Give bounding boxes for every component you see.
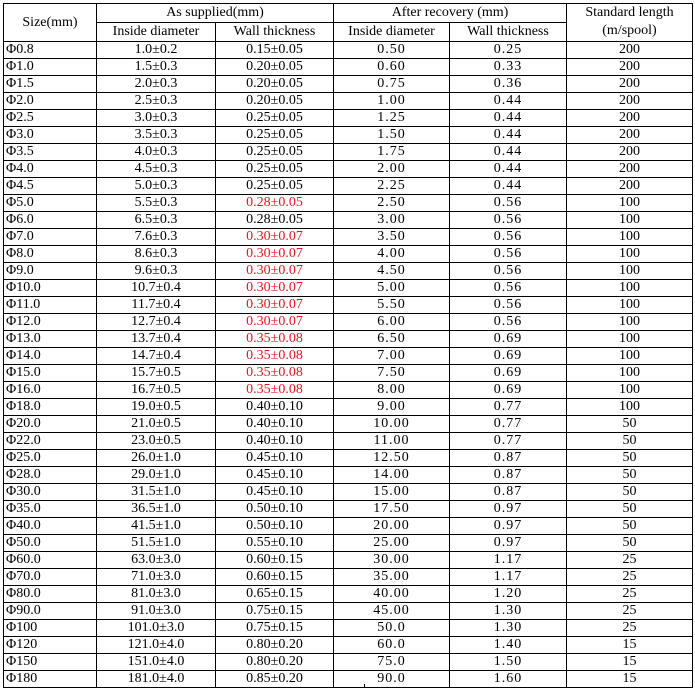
recovered-inside-diameter-cell: 75.0	[334, 654, 450, 671]
standard-length-cell: 15	[567, 671, 693, 688]
standard-length-cell: 50	[567, 433, 693, 450]
supplied-inside-diameter-cell: 21.0±0.5	[97, 416, 216, 433]
recovered-inside-diameter-cell: 11.00	[334, 433, 450, 450]
recovered-inside-diameter-cell: 1.75	[334, 144, 450, 161]
recovered-wall-thickness-cell: 0.97	[450, 518, 567, 535]
supplied-wall-thickness-cell: 0.75±0.15	[216, 603, 334, 620]
recovered-wall-thickness-cell: 0.87	[450, 450, 567, 467]
header-recovered-inside-diameter: Inside diameter	[334, 23, 450, 42]
table-row	[4, 416, 693, 433]
supplied-wall-thickness-cell: 0.28±0.05	[216, 195, 334, 212]
recovered-inside-diameter-cell: 1.00	[334, 93, 450, 110]
standard-length-cell: 100	[567, 348, 693, 365]
supplied-inside-diameter-cell: 181.0±4.0	[97, 671, 216, 688]
supplied-inside-diameter-cell: 36.5±1.0	[97, 501, 216, 518]
size-cell: Φ2.0	[4, 93, 97, 110]
recovered-wall-thickness-cell: 0.36	[450, 76, 567, 93]
supplied-inside-diameter-cell: 5.5±0.3	[97, 195, 216, 212]
recovered-wall-thickness-cell: 1.50	[450, 654, 567, 671]
table-row	[4, 620, 693, 637]
size-cell: Φ90.0	[4, 603, 97, 620]
recovered-inside-diameter-cell: 4.00	[334, 246, 450, 263]
size-cell: Φ10.0	[4, 280, 97, 297]
page-continuation-mark	[333, 684, 365, 688]
size-cell: Φ0.8	[4, 42, 97, 59]
size-cell: Φ2.5	[4, 110, 97, 127]
table-row	[4, 127, 693, 144]
size-cell: Φ13.0	[4, 331, 97, 348]
recovered-wall-thickness-cell: 0.44	[450, 127, 567, 144]
supplied-wall-thickness-cell: 0.35±0.08	[216, 365, 334, 382]
table-row	[4, 110, 693, 127]
recovered-wall-thickness-cell: 0.44	[450, 161, 567, 178]
size-cell: Φ3.5	[4, 144, 97, 161]
recovered-wall-thickness-cell: 0.87	[450, 467, 567, 484]
recovered-wall-thickness-cell: 0.33	[450, 59, 567, 76]
supplied-wall-thickness-cell: 0.25±0.05	[216, 110, 334, 127]
recovered-wall-thickness-cell: 1.60	[450, 671, 567, 688]
size-cell: Φ35.0	[4, 501, 97, 518]
table-row	[4, 501, 693, 518]
recovered-wall-thickness-cell: 0.44	[450, 93, 567, 110]
supplied-wall-thickness-cell: 0.60±0.15	[216, 552, 334, 569]
supplied-inside-diameter-cell: 13.7±0.4	[97, 331, 216, 348]
supplied-wall-thickness-cell: 0.40±0.10	[216, 433, 334, 450]
recovered-inside-diameter-cell: 45.00	[334, 603, 450, 620]
size-cell: Φ20.0	[4, 416, 97, 433]
supplied-wall-thickness-cell: 0.35±0.08	[216, 331, 334, 348]
table-row	[4, 654, 693, 671]
recovered-wall-thickness-cell: 0.97	[450, 501, 567, 518]
supplied-wall-thickness-cell: 0.30±0.07	[216, 229, 334, 246]
supplied-inside-diameter-cell: 29.0±1.0	[97, 467, 216, 484]
recovered-wall-thickness-cell: 0.44	[450, 144, 567, 161]
recovered-inside-diameter-cell: 14.00	[334, 467, 450, 484]
standard-length-cell: 100	[567, 331, 693, 348]
recovered-inside-diameter-cell: 90.0	[334, 671, 450, 688]
recovered-wall-thickness-cell: 1.20	[450, 586, 567, 603]
size-cell: Φ28.0	[4, 467, 97, 484]
table-row	[4, 382, 693, 399]
recovered-wall-thickness-cell: 0.56	[450, 195, 567, 212]
supplied-wall-thickness-cell: 0.25±0.05	[216, 144, 334, 161]
supplied-wall-thickness-cell: 0.25±0.05	[216, 178, 334, 195]
recovered-wall-thickness-cell: 0.56	[450, 297, 567, 314]
standard-length-cell: 200	[567, 42, 693, 59]
standard-length-cell: 100	[567, 195, 693, 212]
recovered-wall-thickness-cell: 0.69	[450, 365, 567, 382]
supplied-wall-thickness-cell: 0.30±0.07	[216, 263, 334, 280]
standard-length-cell: 50	[567, 484, 693, 501]
recovered-inside-diameter-cell: 2.25	[334, 178, 450, 195]
recovered-inside-diameter-cell: 50.0	[334, 620, 450, 637]
standard-length-cell: 50	[567, 535, 693, 552]
supplied-inside-diameter-cell: 1.5±0.3	[97, 59, 216, 76]
size-cell: Φ5.0	[4, 195, 97, 212]
recovered-inside-diameter-cell: 6.00	[334, 314, 450, 331]
table-row	[4, 365, 693, 382]
size-cell: Φ18.0	[4, 399, 97, 416]
supplied-inside-diameter-cell: 151.0±4.0	[97, 654, 216, 671]
recovered-wall-thickness-cell: 0.56	[450, 314, 567, 331]
recovered-inside-diameter-cell: 15.00	[334, 484, 450, 501]
recovered-inside-diameter-cell: 1.25	[334, 110, 450, 127]
standard-length-cell: 200	[567, 178, 693, 195]
recovered-wall-thickness-cell: 0.56	[450, 263, 567, 280]
size-cell: Φ4.5	[4, 178, 97, 195]
recovered-inside-diameter-cell: 9.00	[334, 399, 450, 416]
standard-length-cell: 200	[567, 59, 693, 76]
supplied-inside-diameter-cell: 10.7±0.4	[97, 280, 216, 297]
supplied-inside-diameter-cell: 6.5±0.3	[97, 212, 216, 229]
table-row	[4, 433, 693, 450]
size-cell: Φ1.5	[4, 76, 97, 93]
table-row	[4, 569, 693, 586]
recovered-wall-thickness-cell: 1.30	[450, 603, 567, 620]
recovered-inside-diameter-cell: 6.50	[334, 331, 450, 348]
standard-length-cell: 25	[567, 586, 693, 603]
size-cell: Φ14.0	[4, 348, 97, 365]
supplied-inside-diameter-cell: 51.5±1.0	[97, 535, 216, 552]
standard-length-cell: 50	[567, 467, 693, 484]
supplied-inside-diameter-cell: 3.5±0.3	[97, 127, 216, 144]
recovered-inside-diameter-cell: 1.50	[334, 127, 450, 144]
table-row	[4, 93, 693, 110]
table-row	[4, 212, 693, 229]
supplied-wall-thickness-cell: 0.30±0.07	[216, 280, 334, 297]
standard-length-cell: 50	[567, 518, 693, 535]
standard-length-cell: 25	[567, 569, 693, 586]
table-row	[4, 195, 693, 212]
table-row	[4, 467, 693, 484]
header-supplied-wall-thickness: Wall thickness	[216, 23, 334, 42]
standard-length-cell: 100	[567, 365, 693, 382]
table-row	[4, 552, 693, 569]
recovered-wall-thickness-cell: 0.69	[450, 348, 567, 365]
standard-length-cell: 50	[567, 501, 693, 518]
recovered-wall-thickness-cell: 0.56	[450, 229, 567, 246]
table-row	[4, 246, 693, 263]
supplied-inside-diameter-cell: 2.0±0.3	[97, 76, 216, 93]
supplied-inside-diameter-cell: 4.0±0.3	[97, 144, 216, 161]
size-cell: Φ50.0	[4, 535, 97, 552]
recovered-wall-thickness-cell: 0.87	[450, 484, 567, 501]
supplied-inside-diameter-cell: 16.7±0.5	[97, 382, 216, 399]
standard-length-cell: 200	[567, 93, 693, 110]
supplied-wall-thickness-cell: 0.65±0.15	[216, 586, 334, 603]
supplied-wall-thickness-cell: 0.28±0.05	[216, 212, 334, 229]
recovered-wall-thickness-cell: 0.97	[450, 535, 567, 552]
size-cell: Φ100	[4, 620, 97, 637]
supplied-inside-diameter-cell: 63.0±3.0	[97, 552, 216, 569]
size-cell: Φ80.0	[4, 586, 97, 603]
header-standard-length: Standard length (m/spool)	[567, 4, 693, 42]
supplied-wall-thickness-cell: 0.20±0.05	[216, 76, 334, 93]
supplied-inside-diameter-cell: 8.6±0.3	[97, 246, 216, 263]
supplied-wall-thickness-cell: 0.20±0.05	[216, 59, 334, 76]
supplied-wall-thickness-cell: 0.35±0.08	[216, 348, 334, 365]
recovered-inside-diameter-cell: 7.50	[334, 365, 450, 382]
supplied-inside-diameter-cell: 41.5±1.0	[97, 518, 216, 535]
supplied-wall-thickness-cell: 0.40±0.10	[216, 416, 334, 433]
table-row	[4, 637, 693, 654]
size-cell: Φ25.0	[4, 450, 97, 467]
recovered-inside-diameter-cell: 3.00	[334, 212, 450, 229]
table-row	[4, 518, 693, 535]
supplied-inside-diameter-cell: 3.0±0.3	[97, 110, 216, 127]
recovered-inside-diameter-cell: 0.60	[334, 59, 450, 76]
size-cell: Φ6.0	[4, 212, 97, 229]
recovered-inside-diameter-cell: 0.50	[334, 42, 450, 59]
recovered-wall-thickness-cell: 0.77	[450, 416, 567, 433]
supplied-wall-thickness-cell: 0.55±0.10	[216, 535, 334, 552]
standard-length-cell: 100	[567, 212, 693, 229]
table-row	[4, 535, 693, 552]
recovered-inside-diameter-cell: 3.50	[334, 229, 450, 246]
table-body	[4, 42, 693, 688]
supplied-wall-thickness-cell: 0.50±0.10	[216, 518, 334, 535]
header-as-supplied: As supplied(mm)	[97, 4, 334, 23]
size-cell: Φ12.0	[4, 314, 97, 331]
size-cell: Φ60.0	[4, 552, 97, 569]
table-row	[4, 280, 693, 297]
recovered-inside-diameter-cell: 35.00	[334, 569, 450, 586]
recovered-wall-thickness-cell: 0.44	[450, 110, 567, 127]
supplied-wall-thickness-cell: 0.25±0.05	[216, 161, 334, 178]
table-row	[4, 42, 693, 59]
recovered-wall-thickness-cell: 0.77	[450, 433, 567, 450]
supplied-inside-diameter-cell: 1.0±0.2	[97, 42, 216, 59]
supplied-inside-diameter-cell: 23.0±0.5	[97, 433, 216, 450]
table-row	[4, 178, 693, 195]
header-after-recovery: After recovery (mm)	[334, 4, 567, 23]
recovered-wall-thickness-cell: 0.25	[450, 42, 567, 59]
standard-length-cell: 25	[567, 620, 693, 637]
standard-length-cell: 100	[567, 399, 693, 416]
standard-length-cell: 100	[567, 280, 693, 297]
standard-length-cell: 25	[567, 552, 693, 569]
supplied-wall-thickness-cell: 0.45±0.10	[216, 467, 334, 484]
supplied-inside-diameter-cell: 101.0±3.0	[97, 620, 216, 637]
supplied-inside-diameter-cell: 81.0±3.0	[97, 586, 216, 603]
supplied-wall-thickness-cell: 0.25±0.05	[216, 127, 334, 144]
size-cell: Φ70.0	[4, 569, 97, 586]
size-cell: Φ22.0	[4, 433, 97, 450]
standard-length-cell: 100	[567, 263, 693, 280]
supplied-inside-diameter-cell: 12.7±0.4	[97, 314, 216, 331]
recovered-wall-thickness-cell: 0.69	[450, 382, 567, 399]
recovered-wall-thickness-cell: 0.44	[450, 178, 567, 195]
supplied-wall-thickness-cell: 0.20±0.05	[216, 93, 334, 110]
standard-length-cell: 25	[567, 603, 693, 620]
recovered-wall-thickness-cell: 1.17	[450, 569, 567, 586]
recovered-inside-diameter-cell: 0.75	[334, 76, 450, 93]
standard-length-cell: 15	[567, 637, 693, 654]
supplied-wall-thickness-cell: 0.85±0.20	[216, 671, 334, 688]
size-cell: Φ3.0	[4, 127, 97, 144]
supplied-inside-diameter-cell: 121.0±4.0	[97, 637, 216, 654]
table-row	[4, 484, 693, 501]
supplied-inside-diameter-cell: 26.0±1.0	[97, 450, 216, 467]
supplied-inside-diameter-cell: 91.0±3.0	[97, 603, 216, 620]
table-row	[4, 59, 693, 76]
standard-length-cell: 200	[567, 110, 693, 127]
size-cell: Φ150	[4, 654, 97, 671]
supplied-inside-diameter-cell: 4.5±0.3	[97, 161, 216, 178]
table-row	[4, 144, 693, 161]
recovered-inside-diameter-cell: 2.00	[334, 161, 450, 178]
recovered-wall-thickness-cell: 1.30	[450, 620, 567, 637]
table-row	[4, 331, 693, 348]
specification-table	[3, 3, 693, 688]
recovered-inside-diameter-cell: 5.50	[334, 297, 450, 314]
size-cell: Φ9.0	[4, 263, 97, 280]
supplied-wall-thickness-cell: 0.50±0.10	[216, 501, 334, 518]
supplied-wall-thickness-cell: 0.45±0.10	[216, 450, 334, 467]
recovered-inside-diameter-cell: 8.00	[334, 382, 450, 399]
recovered-inside-diameter-cell: 4.50	[334, 263, 450, 280]
supplied-inside-diameter-cell: 19.0±0.5	[97, 399, 216, 416]
supplied-wall-thickness-cell: 0.30±0.07	[216, 297, 334, 314]
supplied-wall-thickness-cell: 0.75±0.15	[216, 620, 334, 637]
supplied-inside-diameter-cell: 9.6±0.3	[97, 263, 216, 280]
recovered-wall-thickness-cell: 0.56	[450, 280, 567, 297]
table-row	[4, 603, 693, 620]
table-row	[4, 399, 693, 416]
standard-length-cell: 100	[567, 382, 693, 399]
supplied-inside-diameter-cell: 2.5±0.3	[97, 93, 216, 110]
supplied-inside-diameter-cell: 7.6±0.3	[97, 229, 216, 246]
size-cell: Φ120	[4, 637, 97, 654]
size-cell: Φ180	[4, 671, 97, 688]
size-cell: Φ4.0	[4, 161, 97, 178]
table-row	[4, 348, 693, 365]
supplied-wall-thickness-cell: 0.15±0.05	[216, 42, 334, 59]
supplied-inside-diameter-cell: 71.0±3.0	[97, 569, 216, 586]
recovered-wall-thickness-cell: 0.56	[450, 212, 567, 229]
supplied-inside-diameter-cell: 31.5±1.0	[97, 484, 216, 501]
standard-length-cell: 200	[567, 76, 693, 93]
recovered-inside-diameter-cell: 7.00	[334, 348, 450, 365]
standard-length-cell: 100	[567, 246, 693, 263]
recovered-inside-diameter-cell: 20.00	[334, 518, 450, 535]
table-row	[4, 229, 693, 246]
supplied-wall-thickness-cell: 0.45±0.10	[216, 484, 334, 501]
size-cell: Φ40.0	[4, 518, 97, 535]
header-size: Size(mm)	[4, 4, 97, 42]
header-supplied-inside-diameter: Inside diameter	[97, 23, 216, 42]
supplied-inside-diameter-cell: 11.7±0.4	[97, 297, 216, 314]
supplied-wall-thickness-cell: 0.35±0.08	[216, 382, 334, 399]
recovered-wall-thickness-cell: 1.17	[450, 552, 567, 569]
recovered-inside-diameter-cell: 12.50	[334, 450, 450, 467]
standard-length-cell: 200	[567, 161, 693, 178]
size-cell: Φ1.0	[4, 59, 97, 76]
supplied-wall-thickness-cell: 0.60±0.15	[216, 569, 334, 586]
standard-length-cell: 100	[567, 229, 693, 246]
table-row	[4, 450, 693, 467]
standard-length-cell: 100	[567, 297, 693, 314]
size-cell: Φ16.0	[4, 382, 97, 399]
recovered-inside-diameter-cell: 60.0	[334, 637, 450, 654]
recovered-inside-diameter-cell: 25.00	[334, 535, 450, 552]
size-cell: Φ8.0	[4, 246, 97, 263]
size-cell: Φ15.0	[4, 365, 97, 382]
recovered-inside-diameter-cell: 30.00	[334, 552, 450, 569]
standard-length-cell: 50	[567, 416, 693, 433]
supplied-inside-diameter-cell: 5.0±0.3	[97, 178, 216, 195]
size-cell: Φ30.0	[4, 484, 97, 501]
recovered-wall-thickness-cell: 0.56	[450, 246, 567, 263]
recovered-inside-diameter-cell: 5.00	[334, 280, 450, 297]
size-cell: Φ7.0	[4, 229, 97, 246]
recovered-wall-thickness-cell: 1.40	[450, 637, 567, 654]
supplied-wall-thickness-cell: 0.30±0.07	[216, 314, 334, 331]
supplied-wall-thickness-cell: 0.80±0.20	[216, 637, 334, 654]
standard-length-cell: 100	[567, 314, 693, 331]
table-row	[4, 314, 693, 331]
standard-length-cell: 50	[567, 450, 693, 467]
recovered-wall-thickness-cell: 0.77	[450, 399, 567, 416]
size-cell: Φ11.0	[4, 297, 97, 314]
standard-length-cell: 15	[567, 654, 693, 671]
table-row	[4, 263, 693, 280]
supplied-inside-diameter-cell: 15.7±0.5	[97, 365, 216, 382]
recovered-inside-diameter-cell: 2.50	[334, 195, 450, 212]
supplied-inside-diameter-cell: 14.7±0.4	[97, 348, 216, 365]
recovered-inside-diameter-cell: 40.00	[334, 586, 450, 603]
header-recovered-wall-thickness: Wall thickness	[450, 23, 567, 42]
recovered-wall-thickness-cell: 0.69	[450, 331, 567, 348]
supplied-wall-thickness-cell: 0.80±0.20	[216, 654, 334, 671]
table-row	[4, 76, 693, 93]
recovered-inside-diameter-cell: 10.00	[334, 416, 450, 433]
supplied-wall-thickness-cell: 0.40±0.10	[216, 399, 334, 416]
recovered-inside-diameter-cell: 17.50	[334, 501, 450, 518]
standard-length-cell: 200	[567, 127, 693, 144]
table-row	[4, 161, 693, 178]
table-row	[4, 297, 693, 314]
table-row	[4, 586, 693, 603]
standard-length-cell: 200	[567, 144, 693, 161]
supplied-wall-thickness-cell: 0.30±0.07	[216, 246, 334, 263]
